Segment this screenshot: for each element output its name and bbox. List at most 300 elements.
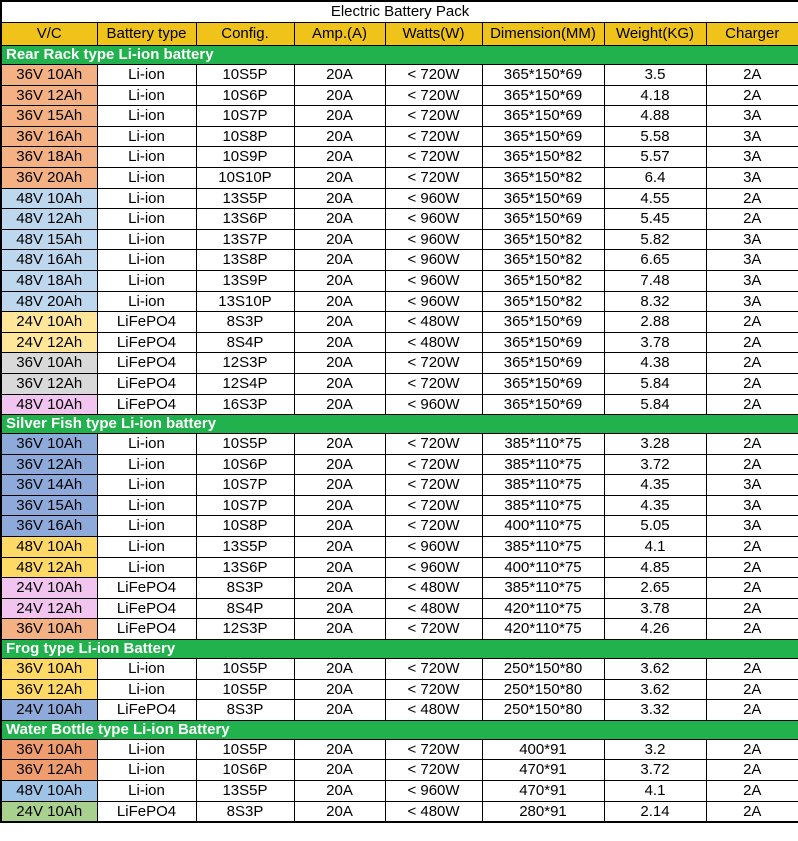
table-row	[1, 394, 798, 415]
table-row	[1, 516, 798, 537]
config-cell: 8S4P	[196, 598, 294, 619]
weight-cell: 3.72	[604, 454, 706, 475]
config-cell: 16S3P	[196, 394, 294, 415]
weight-cell: 3.5	[604, 65, 706, 86]
column-header-row	[1, 23, 798, 46]
config-cell: 10S5P	[196, 679, 294, 700]
battery-type-cell: Li-ion	[97, 659, 196, 680]
watts-cell: < 720W	[385, 373, 482, 394]
battery-type-cell: Li-ion	[97, 557, 196, 578]
watts-cell: < 960W	[385, 394, 482, 415]
section-header: Frog type Li-ion Battery	[1, 640, 798, 659]
charger-cell: 2A	[706, 353, 798, 374]
watts-cell: < 960W	[385, 229, 482, 250]
charger-cell: 3A	[706, 270, 798, 291]
watts-cell: < 720W	[385, 659, 482, 680]
battery-type-cell: Li-ion	[97, 147, 196, 168]
weight-cell: 6.65	[604, 250, 706, 271]
config-cell: 10S5P	[196, 659, 294, 680]
table-row	[1, 700, 798, 721]
weight-cell: 2.88	[604, 312, 706, 333]
watts-cell: < 720W	[385, 495, 482, 516]
weight-cell: 5.45	[604, 209, 706, 230]
weight-cell: 4.1	[604, 781, 706, 802]
battery-type-cell: LiFePO4	[97, 801, 196, 822]
weight-cell: 4.35	[604, 495, 706, 516]
amp-cell: 20A	[294, 126, 385, 147]
watts-cell: < 960W	[385, 188, 482, 209]
table-row	[1, 332, 798, 353]
battery-type-cell: Li-ion	[97, 65, 196, 86]
amp-cell: 20A	[294, 516, 385, 537]
battery-type-cell: LiFePO4	[97, 394, 196, 415]
dimension-cell: 365*150*69	[482, 332, 604, 353]
dimension-cell: 400*110*75	[482, 516, 604, 537]
weight-cell: 2.14	[604, 801, 706, 822]
battery-type-cell: LiFePO4	[97, 578, 196, 599]
dimension-cell: 470*91	[482, 781, 604, 802]
watts-cell: < 720W	[385, 167, 482, 188]
weight-cell: 4.1	[604, 537, 706, 558]
dimension-cell: 365*150*69	[482, 85, 604, 106]
vc-cell: 36V 15Ah	[1, 495, 97, 516]
amp-cell: 20A	[294, 700, 385, 721]
vc-cell: 24V 12Ah	[1, 598, 97, 619]
amp-cell: 20A	[294, 167, 385, 188]
weight-cell: 3.62	[604, 659, 706, 680]
dimension-cell: 365*150*82	[482, 250, 604, 271]
weight-cell: 2.65	[604, 578, 706, 599]
charger-cell: 2A	[706, 188, 798, 209]
table-row	[1, 557, 798, 578]
weight-cell: 6.4	[604, 167, 706, 188]
vc-cell: 24V 10Ah	[1, 578, 97, 599]
charger-cell: 2A	[706, 619, 798, 640]
battery-type-cell: Li-ion	[97, 495, 196, 516]
config-cell: 12S4P	[196, 373, 294, 394]
amp-cell: 20A	[294, 147, 385, 168]
table-row	[1, 578, 798, 599]
battery-type-cell: Li-ion	[97, 250, 196, 271]
charger-cell: 2A	[706, 394, 798, 415]
watts-cell: < 720W	[385, 739, 482, 760]
table-row	[1, 147, 798, 168]
vc-cell: 36V 20Ah	[1, 167, 97, 188]
config-cell: 10S5P	[196, 739, 294, 760]
weight-cell: 3.28	[604, 434, 706, 455]
watts-cell: < 480W	[385, 700, 482, 721]
watts-cell: < 720W	[385, 65, 482, 86]
amp-cell: 20A	[294, 557, 385, 578]
weight-cell: 3.2	[604, 739, 706, 760]
amp-cell: 20A	[294, 106, 385, 127]
battery-type-cell: LiFePO4	[97, 312, 196, 333]
charger-cell: 3A	[706, 147, 798, 168]
vc-cell: 36V 16Ah	[1, 516, 97, 537]
section-header-row	[1, 720, 798, 739]
battery-type-cell: LiFePO4	[97, 332, 196, 353]
table-row	[1, 739, 798, 760]
dimension-cell: 365*150*69	[482, 188, 604, 209]
amp-cell: 20A	[294, 434, 385, 455]
charger-cell: 3A	[706, 126, 798, 147]
section-header-row	[1, 415, 798, 434]
column-header-dimension: Dimension(MM)	[482, 23, 604, 46]
dimension-cell: 365*150*82	[482, 270, 604, 291]
config-cell: 10S9P	[196, 147, 294, 168]
vc-cell: 36V 10Ah	[1, 739, 97, 760]
dimension-cell: 365*150*69	[482, 353, 604, 374]
table-row	[1, 353, 798, 374]
vc-cell: 24V 12Ah	[1, 332, 97, 353]
charger-cell: 2A	[706, 373, 798, 394]
config-cell: 10S10P	[196, 167, 294, 188]
column-header-amp: Amp.(A)	[294, 23, 385, 46]
column-header-weight: Weight(KG)	[604, 23, 706, 46]
watts-cell: < 720W	[385, 434, 482, 455]
column-header-battery-type: Battery type	[97, 23, 196, 46]
weight-cell: 5.84	[604, 373, 706, 394]
weight-cell: 4.55	[604, 188, 706, 209]
battery-type-cell: Li-ion	[97, 85, 196, 106]
vc-cell: 48V 10Ah	[1, 188, 97, 209]
charger-cell: 2A	[706, 679, 798, 700]
dimension-cell: 420*110*75	[482, 619, 604, 640]
dimension-cell: 250*150*80	[482, 659, 604, 680]
watts-cell: < 720W	[385, 106, 482, 127]
config-cell: 10S7P	[196, 495, 294, 516]
weight-cell: 4.88	[604, 106, 706, 127]
watts-cell: < 960W	[385, 209, 482, 230]
dimension-cell: 365*150*82	[482, 167, 604, 188]
vc-cell: 36V 12Ah	[1, 373, 97, 394]
table-row	[1, 250, 798, 271]
dimension-cell: 365*150*69	[482, 65, 604, 86]
vc-cell: 36V 16Ah	[1, 126, 97, 147]
weight-cell: 3.32	[604, 700, 706, 721]
table-row	[1, 229, 798, 250]
config-cell: 12S3P	[196, 353, 294, 374]
dimension-cell: 385*110*75	[482, 537, 604, 558]
config-cell: 8S3P	[196, 312, 294, 333]
watts-cell: < 960W	[385, 557, 482, 578]
vc-cell: 24V 10Ah	[1, 801, 97, 822]
section-header-row	[1, 640, 798, 659]
vc-cell: 48V 16Ah	[1, 250, 97, 271]
battery-type-cell: Li-ion	[97, 167, 196, 188]
config-cell: 13S6P	[196, 209, 294, 230]
amp-cell: 20A	[294, 394, 385, 415]
dimension-cell: 365*150*69	[482, 209, 604, 230]
charger-cell: 2A	[706, 801, 798, 822]
watts-cell: < 480W	[385, 312, 482, 333]
charger-cell: 3A	[706, 250, 798, 271]
battery-type-cell: Li-ion	[97, 760, 196, 781]
config-cell: 10S8P	[196, 126, 294, 147]
watts-cell: < 720W	[385, 475, 482, 496]
vc-cell: 36V 18Ah	[1, 147, 97, 168]
column-header-charger: Charger	[706, 23, 798, 46]
vc-cell: 36V 10Ah	[1, 65, 97, 86]
charger-cell: 2A	[706, 85, 798, 106]
config-cell: 10S6P	[196, 760, 294, 781]
table-row	[1, 312, 798, 333]
charger-cell: 3A	[706, 291, 798, 312]
table-row	[1, 495, 798, 516]
vc-cell: 24V 10Ah	[1, 700, 97, 721]
battery-type-cell: Li-ion	[97, 475, 196, 496]
watts-cell: < 720W	[385, 85, 482, 106]
amp-cell: 20A	[294, 229, 385, 250]
config-cell: 10S8P	[196, 516, 294, 537]
watts-cell: < 480W	[385, 801, 482, 822]
watts-cell: < 720W	[385, 353, 482, 374]
amp-cell: 20A	[294, 760, 385, 781]
page-title: Electric Battery Pack	[1, 1, 798, 23]
watts-cell: < 480W	[385, 578, 482, 599]
dimension-cell: 385*110*75	[482, 495, 604, 516]
amp-cell: 20A	[294, 291, 385, 312]
weight-cell: 4.85	[604, 557, 706, 578]
amp-cell: 20A	[294, 209, 385, 230]
table-row	[1, 619, 798, 640]
battery-type-cell: Li-ion	[97, 679, 196, 700]
dimension-cell: 385*110*75	[482, 578, 604, 599]
watts-cell: < 720W	[385, 679, 482, 700]
battery-type-cell: Li-ion	[97, 291, 196, 312]
vc-cell: 48V 20Ah	[1, 291, 97, 312]
watts-cell: < 960W	[385, 270, 482, 291]
vc-cell: 48V 12Ah	[1, 209, 97, 230]
dimension-cell: 470*91	[482, 760, 604, 781]
amp-cell: 20A	[294, 65, 385, 86]
dimension-cell: 365*150*82	[482, 291, 604, 312]
watts-cell: < 720W	[385, 126, 482, 147]
config-cell: 10S5P	[196, 434, 294, 455]
charger-cell: 3A	[706, 106, 798, 127]
battery-type-cell: Li-ion	[97, 454, 196, 475]
vc-cell: 36V 10Ah	[1, 619, 97, 640]
charger-cell: 3A	[706, 495, 798, 516]
watts-cell: < 960W	[385, 781, 482, 802]
config-cell: 8S3P	[196, 700, 294, 721]
amp-cell: 20A	[294, 353, 385, 374]
config-cell: 13S9P	[196, 270, 294, 291]
amp-cell: 20A	[294, 188, 385, 209]
amp-cell: 20A	[294, 312, 385, 333]
battery-type-cell: Li-ion	[97, 739, 196, 760]
table-row	[1, 291, 798, 312]
charger-cell: 2A	[706, 537, 798, 558]
section-header: Rear Rack type Li-ion battery	[1, 46, 798, 65]
charger-cell: 3A	[706, 229, 798, 250]
amp-cell: 20A	[294, 659, 385, 680]
amp-cell: 20A	[294, 475, 385, 496]
config-cell: 10S7P	[196, 106, 294, 127]
watts-cell: < 480W	[385, 598, 482, 619]
watts-cell: < 960W	[385, 250, 482, 271]
vc-cell: 36V 10Ah	[1, 353, 97, 374]
vc-cell: 48V 15Ah	[1, 229, 97, 250]
config-cell: 13S5P	[196, 781, 294, 802]
config-cell: 13S5P	[196, 188, 294, 209]
table-row	[1, 679, 798, 700]
config-cell: 8S3P	[196, 578, 294, 599]
watts-cell: < 720W	[385, 454, 482, 475]
battery-type-cell: Li-ion	[97, 516, 196, 537]
battery-type-cell: LiFePO4	[97, 373, 196, 394]
charger-cell: 2A	[706, 434, 798, 455]
battery-type-cell: Li-ion	[97, 209, 196, 230]
config-cell: 13S6P	[196, 557, 294, 578]
dimension-cell: 400*91	[482, 739, 604, 760]
charger-cell: 2A	[706, 781, 798, 802]
weight-cell: 5.05	[604, 516, 706, 537]
weight-cell: 8.32	[604, 291, 706, 312]
amp-cell: 20A	[294, 250, 385, 271]
table-row	[1, 126, 798, 147]
amp-cell: 20A	[294, 578, 385, 599]
amp-cell: 20A	[294, 85, 385, 106]
charger-cell: 3A	[706, 516, 798, 537]
vc-cell: 48V 18Ah	[1, 270, 97, 291]
amp-cell: 20A	[294, 679, 385, 700]
amp-cell: 20A	[294, 781, 385, 802]
config-cell: 13S5P	[196, 537, 294, 558]
watts-cell: < 720W	[385, 760, 482, 781]
vc-cell: 48V 10Ah	[1, 537, 97, 558]
amp-cell: 20A	[294, 739, 385, 760]
section-header: Water Bottle type Li-ion Battery	[1, 720, 798, 739]
section-header-row	[1, 46, 798, 65]
weight-cell: 3.78	[604, 598, 706, 619]
battery-type-cell: Li-ion	[97, 434, 196, 455]
battery-type-cell: LiFePO4	[97, 598, 196, 619]
dimension-cell: 400*110*75	[482, 557, 604, 578]
battery-type-cell: Li-ion	[97, 188, 196, 209]
table-row	[1, 373, 798, 394]
amp-cell: 20A	[294, 495, 385, 516]
table-row	[1, 106, 798, 127]
column-header-vc: V/C	[1, 23, 97, 46]
table-row	[1, 659, 798, 680]
dimension-cell: 385*110*75	[482, 475, 604, 496]
vc-cell: 24V 10Ah	[1, 312, 97, 333]
weight-cell: 7.48	[604, 270, 706, 291]
vc-cell: 36V 12Ah	[1, 679, 97, 700]
config-cell: 10S6P	[196, 85, 294, 106]
charger-cell: 2A	[706, 659, 798, 680]
amp-cell: 20A	[294, 454, 385, 475]
config-cell: 10S7P	[196, 475, 294, 496]
charger-cell: 2A	[706, 557, 798, 578]
weight-cell: 5.58	[604, 126, 706, 147]
battery-type-cell: Li-ion	[97, 270, 196, 291]
table-row	[1, 475, 798, 496]
table-row	[1, 598, 798, 619]
battery-type-cell: Li-ion	[97, 781, 196, 802]
dimension-cell: 365*150*69	[482, 312, 604, 333]
vc-cell: 48V 12Ah	[1, 557, 97, 578]
dimension-cell: 365*150*69	[482, 126, 604, 147]
charger-cell: 3A	[706, 475, 798, 496]
title-row	[1, 1, 798, 23]
table-row	[1, 801, 798, 822]
amp-cell: 20A	[294, 332, 385, 353]
section-header: Silver Fish type Li-ion battery	[1, 415, 798, 434]
battery-type-cell: LiFePO4	[97, 353, 196, 374]
charger-cell: 2A	[706, 739, 798, 760]
config-cell: 8S3P	[196, 801, 294, 822]
charger-cell: 2A	[706, 578, 798, 599]
charger-cell: 3A	[706, 167, 798, 188]
config-cell: 10S5P	[196, 65, 294, 86]
dimension-cell: 280*91	[482, 801, 604, 822]
watts-cell: < 720W	[385, 147, 482, 168]
vc-cell: 36V 15Ah	[1, 106, 97, 127]
config-cell: 13S7P	[196, 229, 294, 250]
charger-cell: 2A	[706, 209, 798, 230]
weight-cell: 5.84	[604, 394, 706, 415]
vc-cell: 36V 12Ah	[1, 454, 97, 475]
amp-cell: 20A	[294, 373, 385, 394]
weight-cell: 5.57	[604, 147, 706, 168]
table-row	[1, 65, 798, 86]
battery-type-cell: Li-ion	[97, 126, 196, 147]
vc-cell: 36V 12Ah	[1, 760, 97, 781]
amp-cell: 20A	[294, 598, 385, 619]
charger-cell: 2A	[706, 700, 798, 721]
watts-cell: < 960W	[385, 291, 482, 312]
dimension-cell: 250*150*80	[482, 679, 604, 700]
dimension-cell: 365*150*82	[482, 229, 604, 250]
column-header-config: Config.	[196, 23, 294, 46]
amp-cell: 20A	[294, 270, 385, 291]
table-row	[1, 167, 798, 188]
weight-cell: 4.35	[604, 475, 706, 496]
vc-cell: 36V 10Ah	[1, 659, 97, 680]
config-cell: 12S3P	[196, 619, 294, 640]
dimension-cell: 365*150*69	[482, 373, 604, 394]
vc-cell: 48V 10Ah	[1, 781, 97, 802]
amp-cell: 20A	[294, 619, 385, 640]
dimension-cell: 385*110*75	[482, 434, 604, 455]
table-row	[1, 188, 798, 209]
weight-cell: 3.72	[604, 760, 706, 781]
dimension-cell: 365*150*82	[482, 147, 604, 168]
charger-cell: 2A	[706, 598, 798, 619]
config-cell: 13S10P	[196, 291, 294, 312]
vc-cell: 36V 10Ah	[1, 434, 97, 455]
watts-cell: < 720W	[385, 516, 482, 537]
charger-cell: 2A	[706, 65, 798, 86]
dimension-cell: 365*150*69	[482, 394, 604, 415]
table-row	[1, 209, 798, 230]
charger-cell: 2A	[706, 312, 798, 333]
vc-cell: 36V 12Ah	[1, 85, 97, 106]
table-row	[1, 454, 798, 475]
dimension-cell: 385*110*75	[482, 454, 604, 475]
config-cell: 13S8P	[196, 250, 294, 271]
dimension-cell: 250*150*80	[482, 700, 604, 721]
weight-cell: 4.38	[604, 353, 706, 374]
config-cell: 10S6P	[196, 454, 294, 475]
amp-cell: 20A	[294, 801, 385, 822]
charger-cell: 2A	[706, 454, 798, 475]
watts-cell: < 960W	[385, 537, 482, 558]
table-row	[1, 760, 798, 781]
charger-cell: 2A	[706, 332, 798, 353]
